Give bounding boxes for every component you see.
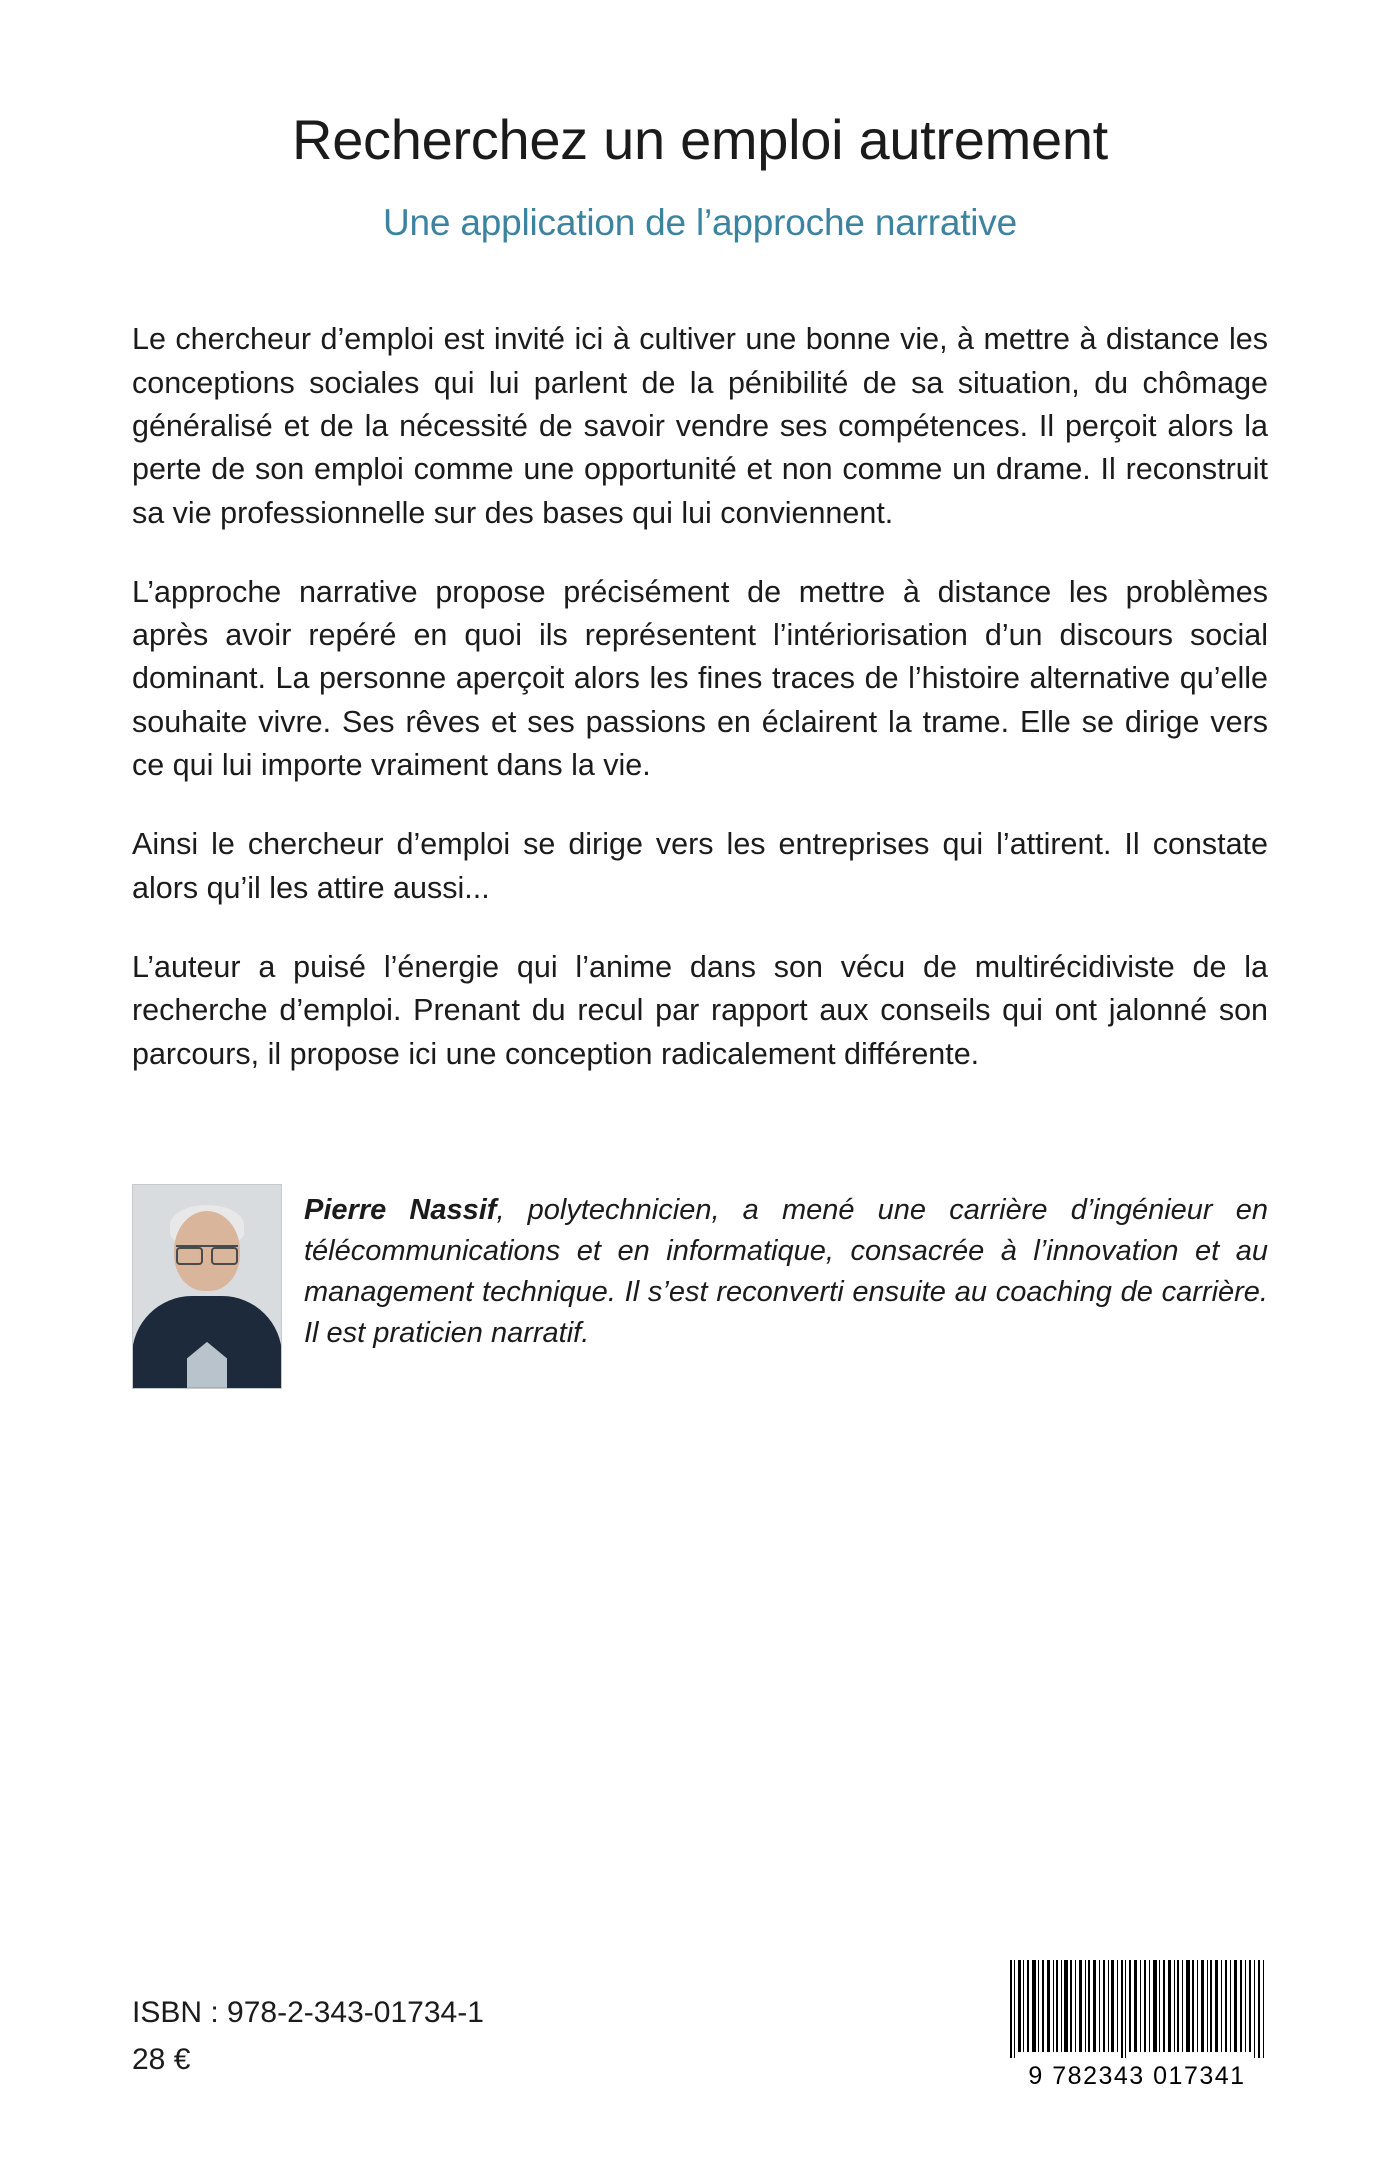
blurb-paragraph: Le chercheur d’emploi est invité ici à cultiver une bonne vie, à mettre à distance les conceptions sociales qui lui parlent de la pénibilité de sa situation, du chômage généralisé et de la nécessité de savoir vendre ses compétences. Il perçoit alors la perte de son emploi comme une opportunité et non comme un drame. Il reconstruit sa vie professionnelle sur des bases qui lui conviennent. [132, 322, 1268, 530]
footer [132, 1958, 1268, 2091]
blurb-paragraph: L’approche narrative propose précisément de mettre à distance les problèmes après avoir repéré en quoi ils représentent l’intériorisation d’un discours social dominant. La personne aperçoit alors les fines traces de l’histoire alternative qu’elle souhaite vivre. Ses rêves et ses passions en éclairent la trame. Elle se dirige vers ce qui lui importe vraiment dans la vie. [132, 574, 1268, 783]
barcode-digits: 9 782343 017341 [1028, 2062, 1246, 2090]
price-text: 28 € [132, 2042, 191, 2076]
glasses-icon [176, 1245, 238, 1263]
author-name: Pierre Nassif [304, 1193, 497, 1226]
author-block [132, 1184, 1268, 1389]
page-subtitle: Une application de l’approche narrative [383, 202, 1017, 244]
blurb-paragraph: L’auteur a puisé l’énergie qui l’anime dans son vécu de multirécidiviste de la recherche d’emploi. Prenant du recul par rapport aux conseils qui ont jalonné son parcours, il propose ici une conception radicalement différente. [132, 949, 1268, 1071]
barcode-block [1006, 1958, 1268, 2091]
blurb-paragraph: Ainsi le chercheur d’emploi se dirige vers les entreprises qui l’attirent. Il constate alors qu’il les attire aussi... [132, 827, 1268, 905]
author-bio-text: , polytechnicien, a mené une carrière d’ingénieur en télécommunications et en informatique, consacrée à l’innovation et au management technique. Il s’est reconverti ensuite au coaching de carrière. Il est praticien narratif. [304, 1193, 1268, 1350]
isbn-text: ISBN : 978-2-343-01734-1 [132, 1996, 484, 2029]
page-title: Recherchez un emploi autrement [292, 108, 1108, 171]
author-bio [304, 1184, 1268, 1355]
isbn-block [132, 1990, 484, 2091]
barcode-icon [1006, 1958, 1268, 2060]
author-photo [132, 1184, 282, 1389]
blurb-body [132, 244, 1268, 1075]
